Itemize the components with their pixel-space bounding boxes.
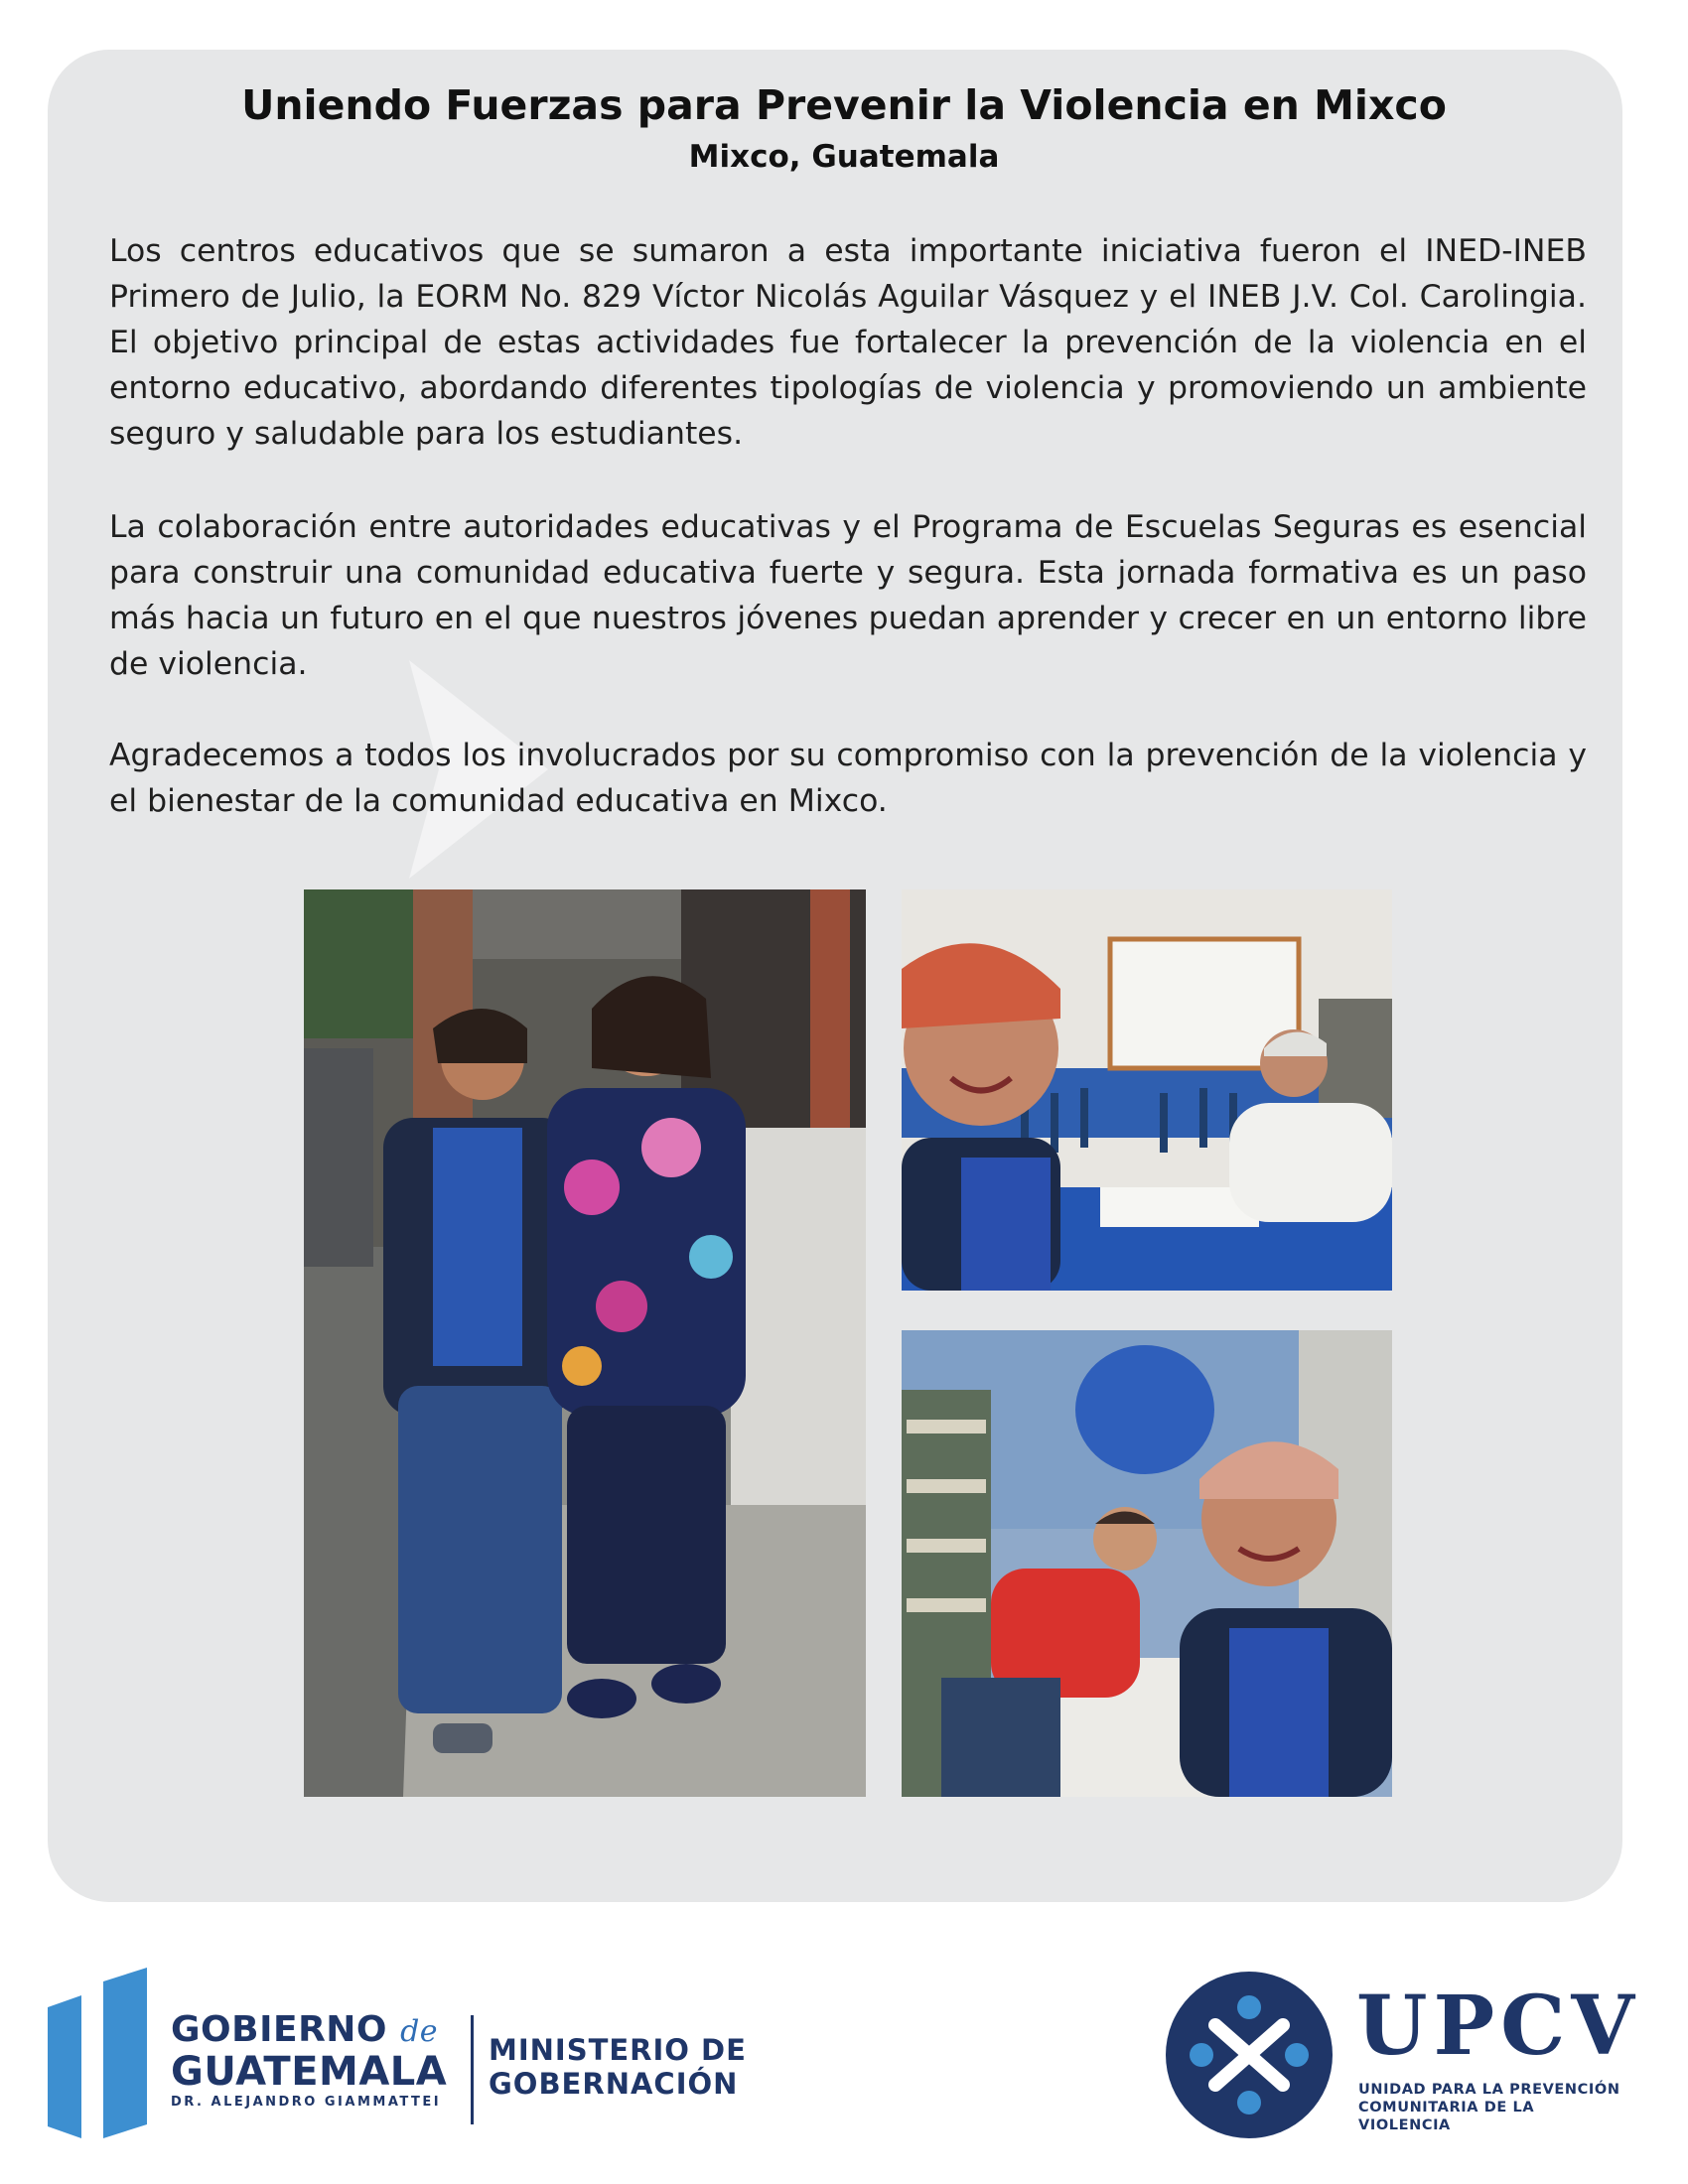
upcv-logo-icon: [1164, 1970, 1335, 2140]
upcv-subtitle-line1: UNIDAD PARA LA PREVENCIÓN: [1358, 2082, 1620, 2098]
gobierno-word: GOBIERNO: [171, 2009, 388, 2050]
upcv-wordmark: UPCV: [1356, 1979, 1641, 2074]
upcv-subtitle: [1358, 2081, 1624, 2134]
paragraph-2: La colaboración entre autoridades educativas y el Programa de Escuelas Seguras es esencial para construir una comunidad educativa fuerte y segura. Esta jornada formativa es un paso más hacia un futuro en el que nuestros jóvenes puedan aprender y crecer en un entorno libre de violencia.: [109, 509, 1587, 682]
paragraph-3: Agradecemos a todos los involucrados por su compromiso con la prevención de la violencia y el bienestar de la comunidad educativa en Mixco.: [109, 738, 1587, 819]
president-name: DR. ALEJANDRO GIAMMATTEI: [171, 2095, 442, 2110]
gobierno-guatemala-logo: [171, 2011, 459, 2113]
page-subtitle-location: Mixco, Guatemala: [688, 139, 1000, 175]
guatemala-flag-stripes-icon: [48, 1968, 149, 2138]
gobierno-de-word: de: [400, 2014, 439, 2049]
paragraph-1: Los centros educativos que se sumaron a esta importante iniciativa fueron el INED-INEB Primero de Julio, la EORM No. 829 Víctor Nicolás Aguilar Vásquez y el INEB J.V. Col. Carolingia. El objetivo principal de estas actividades fue fortalecer la prevención de la violencia en el entorno educativo, abordando diferentes tipologías de violencia y promoviendo un ambiente seguro y saludable para los estudiantes.: [109, 233, 1587, 452]
ministerio-gobernacion-label: [489, 2033, 747, 2101]
footer-divider: [471, 2015, 474, 2124]
photo-classroom-selfie: [902, 889, 1392, 1291]
guatemala-word: GUATEMALA: [171, 2049, 448, 2095]
photo-office-selfie: [902, 1330, 1392, 1797]
page-title: Uniendo Fuerzas para Prevenir la Violencia en Mixco: [241, 81, 1447, 129]
ministerio-line2: GOBERNACIÓN: [489, 2067, 739, 2101]
upcv-subtitle-line2: COMUNITARIA DE LA VIOLENCIA: [1358, 2100, 1535, 2133]
ministerio-line1: MINISTERIO DE: [489, 2033, 747, 2067]
photo-two-women-corridor: [304, 889, 866, 1797]
